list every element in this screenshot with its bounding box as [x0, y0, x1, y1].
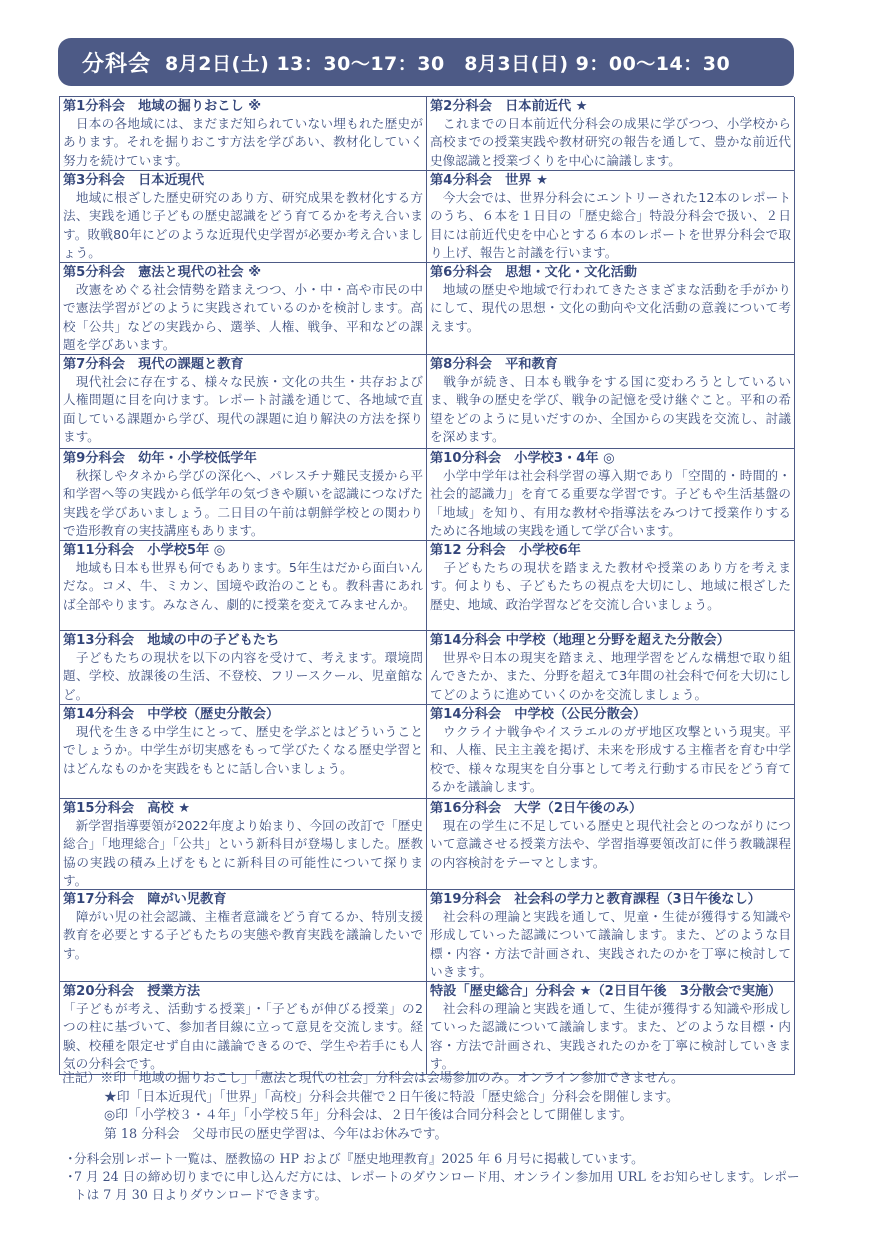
- session-title: 第8分科会 平和教育: [430, 357, 558, 372]
- bullet-text: 7 月 24 日の締め切りまでに申し込んだ方には、レポートのダウンロード用、オンライン参加用 URL をお知らせします。レポートは 7 月 30 日よりダウンロードできます。: [74, 1169, 800, 1202]
- session-title: 第20分科会 授業方法: [63, 984, 201, 999]
- session-cell: [60, 171, 427, 263]
- session-cell: [427, 982, 795, 1075]
- session-title: 第14分科会 中学校（歴史分散会）: [63, 707, 280, 722]
- session-title: 第13分科会 地域の中の子どもたち: [63, 633, 280, 648]
- session-description: 世界や日本の現実を踏まえ、地理学習をどんな構想で取り組んできたか、また、分野を超えて3年間の社会科で何を大切にしてどのように進めていくのかを交流しましょう。: [430, 650, 791, 702]
- session-description: 地域も日本も世界も何でもあります。5年生はだから面白いんだな。コメ、牛、ミカン、国境や政治のことも。教科書にあれば全部やります。みなさん、劇的に授業を変えてみませんか。: [63, 560, 423, 612]
- session-description: 子どもたちの現状を踏まえた教材や授業のあり方を考えます。何よりも、子どもたちの視点を大切にし、地域に根ざした歴史、地域、政治学習などを交流し合いましょう。: [430, 560, 791, 612]
- session-cell: [427, 541, 795, 631]
- session-cell: [427, 631, 795, 705]
- session-title: 第3分科会 日本近現代: [63, 173, 205, 188]
- session-description: 地域の歴史や地域で行われてきたさまざまな活動を手がかりにして、現代の思想・文化の動向や文化活動の意義について考えます。: [430, 282, 791, 334]
- session-title: 第12 分科会 小学校6年: [430, 543, 581, 558]
- session-description: 日本の各地域には、まだまだ知られていない埋もれた歴史があります。それを掘りおこす方法を学びあい、教材化していく努力を続けています。: [63, 116, 423, 168]
- session-description: 現在の学生に不足している歴史と現代社会とのつながりについて意識させる授業方法や、学習指導要領改訂に伴う教職課程の内容検討をテーマとします。: [430, 818, 791, 870]
- session-title: 第5分科会 憲法と現代の社会 ※: [63, 265, 262, 280]
- session-title: 第7分科会 現代の課題と教育: [63, 357, 244, 372]
- session-cell: [60, 97, 427, 171]
- session-description: 今大会では、世界分科会にエントリーされた12本のレポートのうち、６本を１日目の「歴史総合」特設分科会で扱い、２日目には前近代史を中心とする６本のレポートを世界分科会で取り上げ、報告と討議を行います。: [430, 190, 791, 260]
- session-description: 改憲をめぐる社会情勢を踏まえつつ、小・中・高や市民の中で憲法学習がどのように実践されているのかを検討します。高校「公共」などの実践から、選挙、人権、戦争、平和などの課題を学びあいます。: [63, 282, 423, 352]
- session-title: 第1分科会 地域の掘りおこし ※: [63, 99, 262, 114]
- session-description: これまでの日本前近代分科会の成果に学びつつ、小学校から高校までの授業実践や教材研究の報告を通して、豊かな前近代史像認識と授業づくりを中心に論議します。: [430, 116, 791, 168]
- session-title: 第17分科会 障がい児教育: [63, 892, 227, 907]
- footnote-line: 第 18 分科会 父母市民の歴史学習は、今年はお休みです。: [104, 1126, 448, 1142]
- session-title: 第14分科会 中学校（公民分散会）: [430, 707, 647, 722]
- session-title: 第4分科会 世界 ★: [430, 173, 548, 188]
- session-description: 障がい児の社会認識、主権者意識をどう育てるか、特別支援教育を必要とする子どもたちの実態や教育実践を議論したいです。: [63, 909, 423, 961]
- session-title: 第10分科会 小学校3・4年 ◎: [430, 451, 615, 466]
- session-description: 地域に根ざした歴史研究のあり方、研究成果を教材化する方法、実践を通じ子どもの歴史認識をどう育てるかを考え合います。敗戦80年にどのような近現代史学習が必要か考え合いましょう。: [63, 190, 423, 260]
- session-title: 第6分科会 思想・文化・文化活動: [430, 265, 637, 280]
- session-description: 子どもたちの現状を以下の内容を受けて、考えます。環境問題、学校、放課後の生活、不登校、フリースクール、児童館など。: [63, 650, 423, 702]
- session-title: 第2分科会 日本前近代 ★: [430, 99, 588, 114]
- session-description: 小学中学年は社会科学習の導入期であり「空間的・時間的・社会的認識力」を育てる重要な学習です。子どもや生活基盤の「地域」を知り、有用な教材や指導法をみつけて授業作りするために各地域の実践を通して学び合います。: [430, 468, 791, 538]
- session-description: 社会科の理論と実践を通して、生徒が獲得する知識や形成していった認識について議論します。また、どのような目標・内容・方法で計画され、実践されたのかを丁寧に検討していきます。: [430, 1001, 791, 1071]
- session-cell: [60, 355, 427, 449]
- session-cell: [60, 705, 427, 799]
- bullet-mark: ・: [64, 1169, 77, 1184]
- session-description: 秋探しやタネから学びの深化へ、パレスチナ難民支援から平和学習へ等の実践から低学年の気づきや願いを認識につなげた実践を学びあいましょう。二日目の午前は朝鮮学校との関わりで造形教育の実技講座もあります。: [63, 468, 424, 538]
- session-header-bar: [58, 38, 794, 86]
- bullet-item: [64, 1150, 804, 1168]
- sessions-table: [59, 96, 794, 1075]
- session-cell: [427, 890, 795, 982]
- session-description: 戦争が続き、日本も戦争をする国に変わろうとしているいま、戦争の歴史を学び、戦争の記憶を受け継ぐこと。平和の希望をどのように見いだすのか、全国からの実践を交流し、討議を深めます。: [430, 374, 791, 444]
- session-title: 第14分科会 中学校（地理と分野を超えた分散会）: [430, 633, 730, 648]
- header-dates: 8月2日(土) 13：30〜17：30 8月3日(日) 9：00〜14：30: [165, 52, 731, 75]
- session-cell: [427, 171, 795, 263]
- session-cell: [427, 97, 795, 171]
- session-description: 現代社会に存在する、様々な民族・文化の共生・共存および人権問題に目を向けます。レポート討議を通じて、各地域で直面している課題から学び、現代の課題に迫り解決の方法を探ります。: [63, 374, 423, 444]
- footnote-line: ◎印「小学校３・４年」「小学校５年」分科会は、２日午後は合同分科会として開催します。: [104, 1108, 633, 1123]
- session-title: 第15分科会 高校 ★: [63, 801, 191, 816]
- info-bullets: [64, 1150, 804, 1204]
- footnote-line: ★印「日本近現代」「世界」「高校」分科会共催で２日午後に特設「歴史総合」分科会を開催します。: [104, 1089, 679, 1105]
- bullet-item: [64, 1168, 804, 1204]
- session-cell: [427, 799, 795, 890]
- bullet-text: 分科会別レポート一覧は、歴教協の HP および『歴史地理教育』2025 年 6 月号に掲載しています。: [74, 1151, 644, 1166]
- session-cell: [60, 799, 427, 890]
- session-cell: [427, 705, 795, 799]
- session-cell: [60, 631, 427, 705]
- session-cell: [427, 449, 795, 541]
- footnote-line: 注記）※印「地域の掘りおこし」「憲法と現代の社会」分科会は会場参加のみ。オンライン参加できません。: [62, 1071, 684, 1086]
- session-title: 第19分科会 社会科の学力と教育課程（3日午後なし）: [430, 892, 761, 907]
- session-cell: [60, 541, 427, 631]
- session-title: 特設「歴史総合」分科会 ★（2日目午後 3分散会で実施）: [430, 984, 782, 999]
- session-cell: [427, 263, 795, 355]
- session-cell: [60, 263, 427, 355]
- session-cell: [60, 982, 427, 1075]
- session-description: 「子どもが考え、活動する授業」・「子どもが伸びる授業」の2つの柱に基づいて、参加者目線に立って意見を交流します。経験、校種を限定せず自由に議論できるので、学生や若手にも人気の分科会です。: [63, 1001, 423, 1071]
- session-title: 第9分科会 幼年・小学校低学年: [63, 451, 257, 466]
- session-description: 現代を生きる中学生にとって、歴史を学ぶとはどういうことでしょうか。中学生が切実感をもって学びたくなる歴史学習とはどんなものかを実践をもとに話し合いましょう。: [63, 724, 423, 776]
- header-title: 分科会: [82, 51, 152, 77]
- session-cell: [60, 890, 427, 982]
- footnotes: [62, 1070, 802, 1144]
- session-cell: [60, 449, 427, 541]
- session-cell: [427, 355, 795, 449]
- session-title: 第16分科会 大学（2日午後のみ）: [430, 801, 643, 816]
- session-description: ウクライナ戦争やイスラエルのガザ地区攻撃という現実。平和、人権、民主主義を掲げ、未来を形成する主権者を育む中学校で、様々な現実を自分事として考え行動する市民をどう育てるかを議論します。: [430, 724, 791, 794]
- session-description: 社会科の理論と実践を通して、児童・生徒が獲得する知識や形成していった認識について議論します。また、どのような目標・内容・方法で計画され、実践されたのかを丁寧に検討していきます。: [430, 909, 791, 979]
- bullet-mark: ・: [64, 1151, 77, 1166]
- session-description: 新学習指導要領が2022年度より始まり、今回の改訂で「歴史総合」「地理総合」「公共」という新科目が登場しました。歴教協の実践の積み上げをもとに新科目の可能性について探ります。: [63, 818, 423, 888]
- session-title: 第11分科会 小学校5年 ◎: [63, 543, 226, 558]
